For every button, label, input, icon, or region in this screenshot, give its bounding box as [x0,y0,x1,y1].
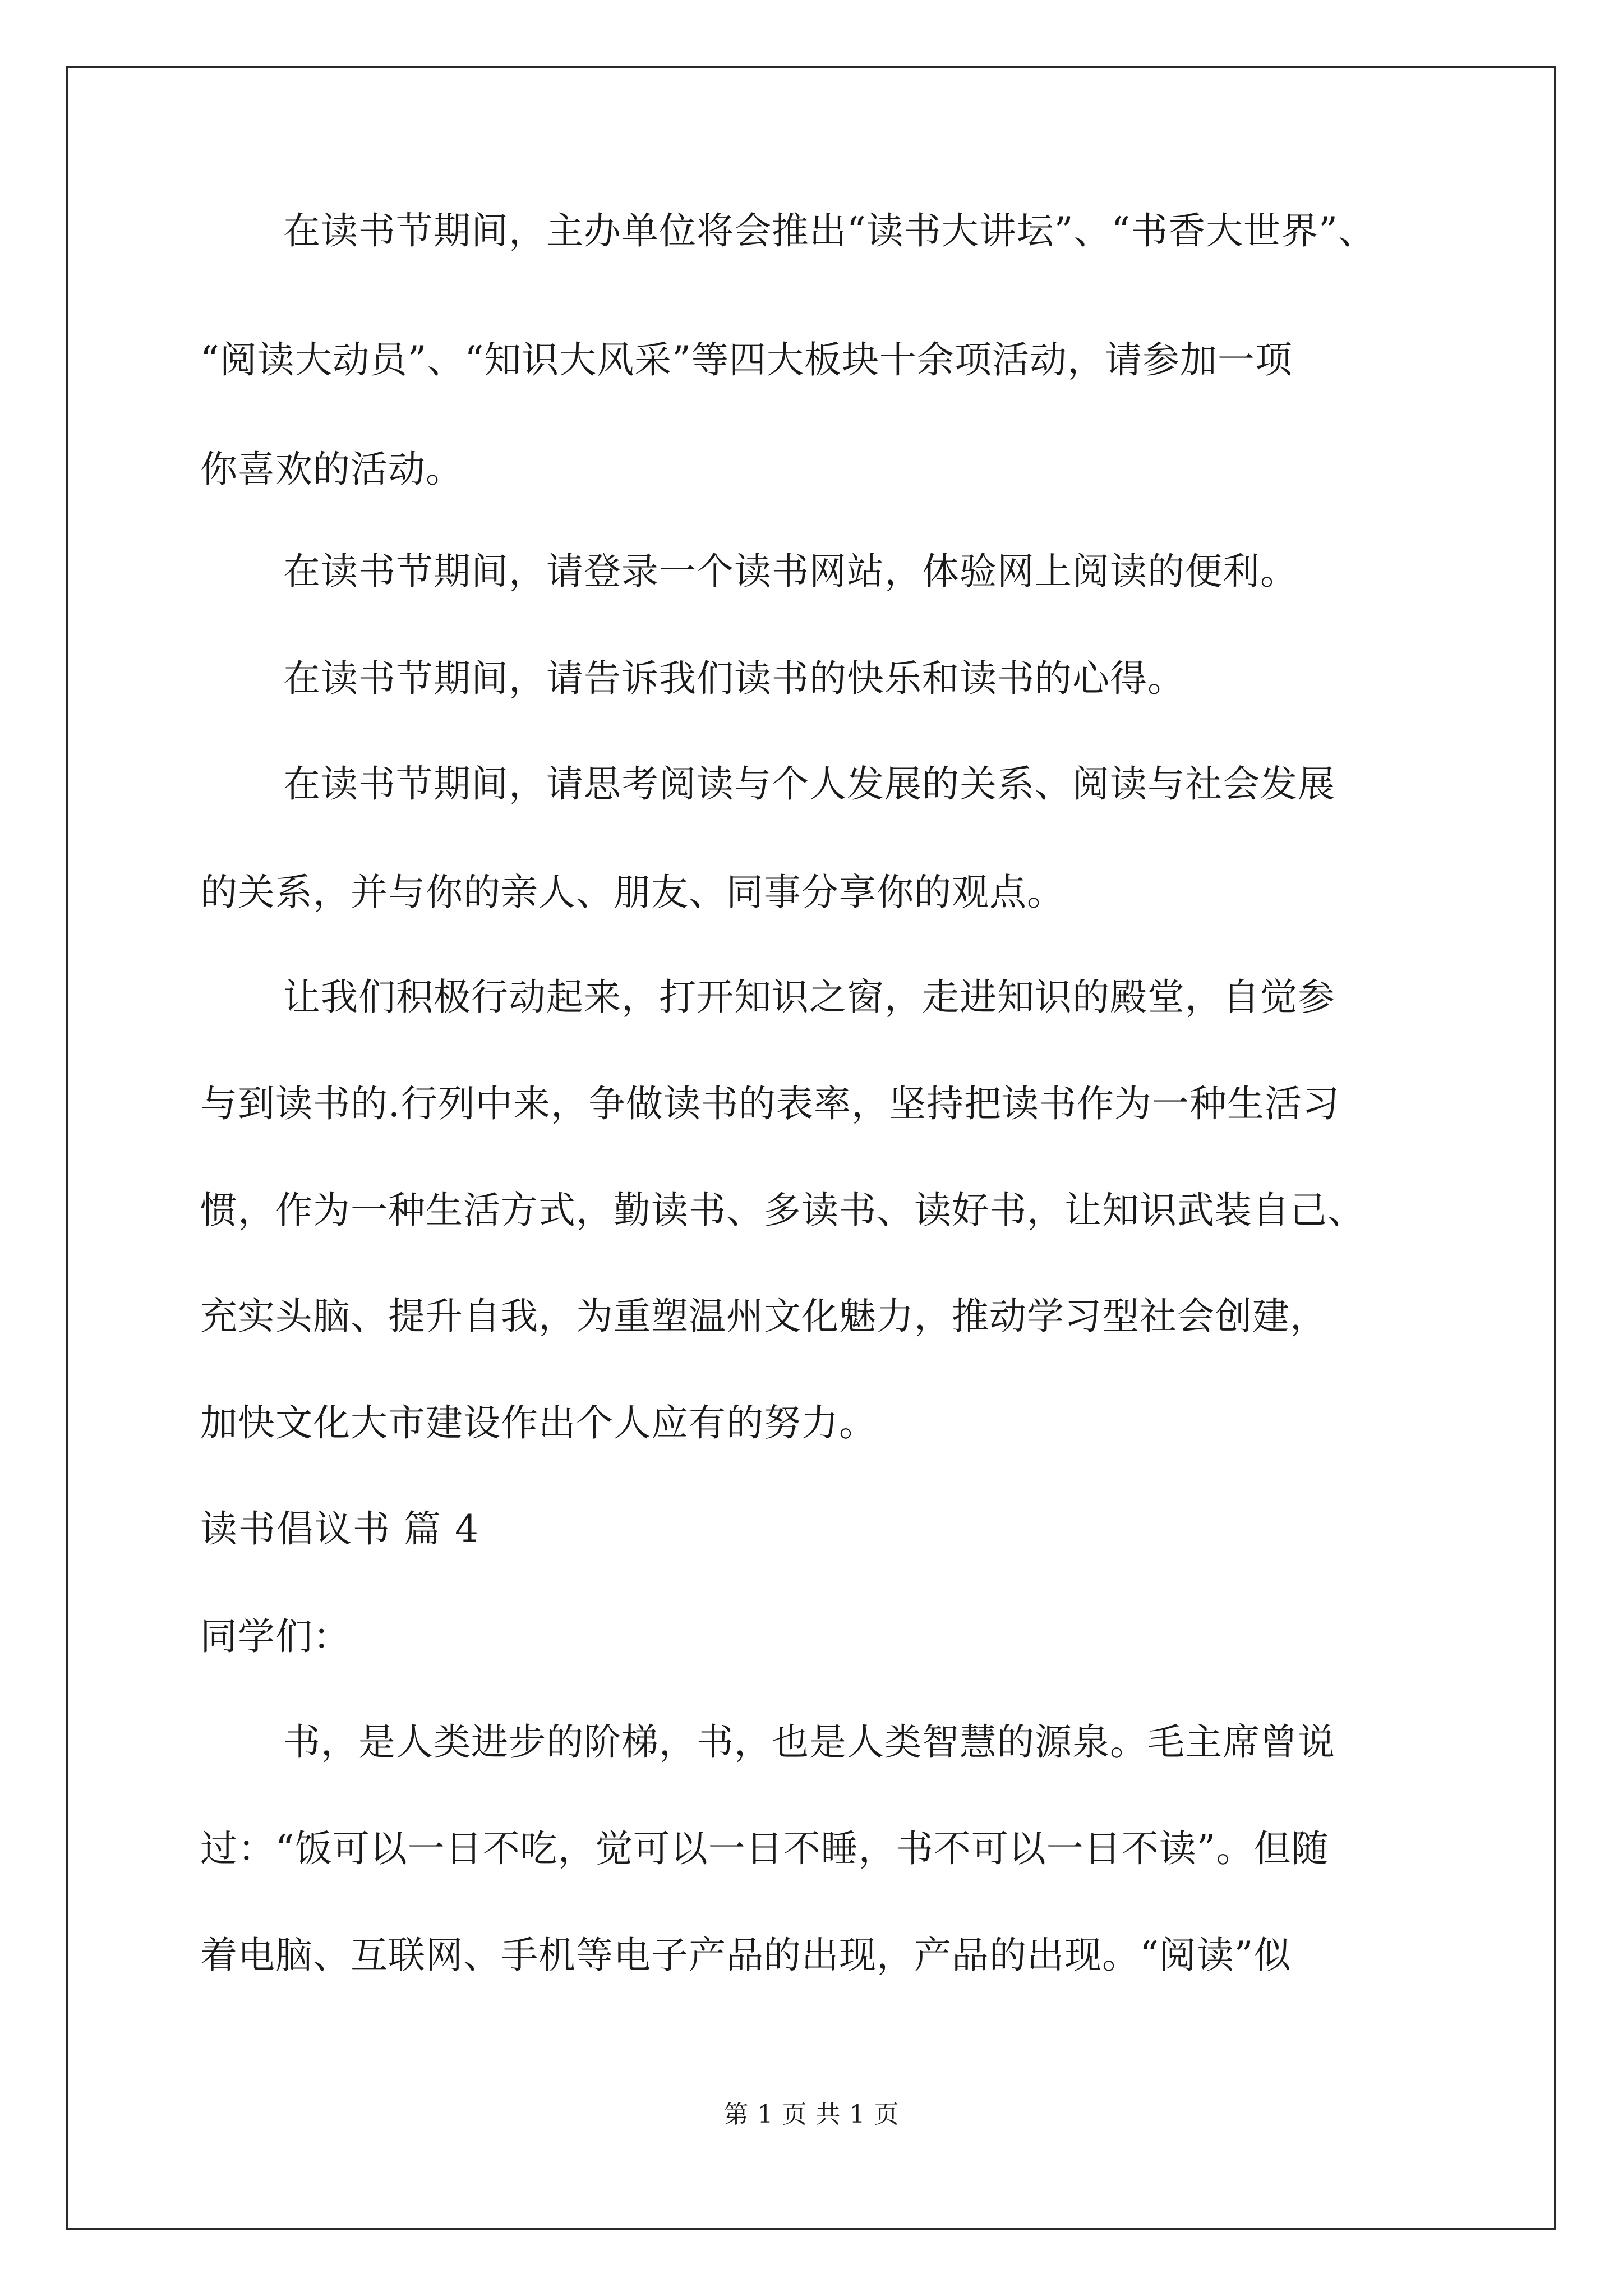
paragraph-line: 让我们积极行动起来，打开知识之窗，走进知识的殿堂，自觉参 [283,976,1335,1019]
paragraph-line: 加快文化大市建设作出个人应有的努力。 [200,1401,877,1444]
paragraph-line: 与到读书的.行列中来，争做读书的表率，坚持把读书作为一种生活习 [200,1082,1340,1125]
paragraph-line: 过：“饭可以一日不吃，觉可以一日不睡，书不可以一日不读”。但随 [200,1827,1329,1870]
paragraph-line: 的关系，并与你的亲人、朋友、同事分享你的观点。 [200,871,1064,914]
page-footer: 第 1 页 共 1 页 [723,2100,900,2129]
salutation: 同学们： [200,1615,351,1658]
paragraph-line: 在读书节期间，请思考阅读与个人发展的关系、阅读与社会发展 [283,762,1335,806]
paragraph-line: 书，是人类进步的阶梯，书，也是人类智慧的源泉。毛主席曾说 [283,1720,1335,1764]
paragraph-line: “阅读大动员”、“知识大风采”等四大板块十余项活动，请参加一项 [200,338,1293,381]
paragraph-line: 充实头脑、提升自我，为重塑温州文化魅力，推动学习型社会创建， [200,1295,1327,1338]
paragraph-line: 着电脑、互联网、手机等电子产品的出现，产品的出现。“阅读”似 [200,1934,1292,1977]
paragraph-line: 在读书节期间，主办单位将会推出“读书大讲坛”、“书香大世界”、 [283,209,1376,252]
paragraph-line: 你喜欢的活动。 [200,448,463,491]
page-border [66,66,1556,2230]
paragraph-line: 在读书节期间，请登录一个读书网站，体验网上阅读的便利。 [283,550,1298,593]
section-heading: 读书倡议书 篇 4 [200,1507,479,1550]
paragraph-line: 在读书节期间，请告诉我们读书的快乐和读书的心得。 [283,657,1185,700]
paragraph-line: 惯，作为一种生活方式，勤读书、多读书、读好书，让知识武装自己、 [200,1189,1365,1232]
